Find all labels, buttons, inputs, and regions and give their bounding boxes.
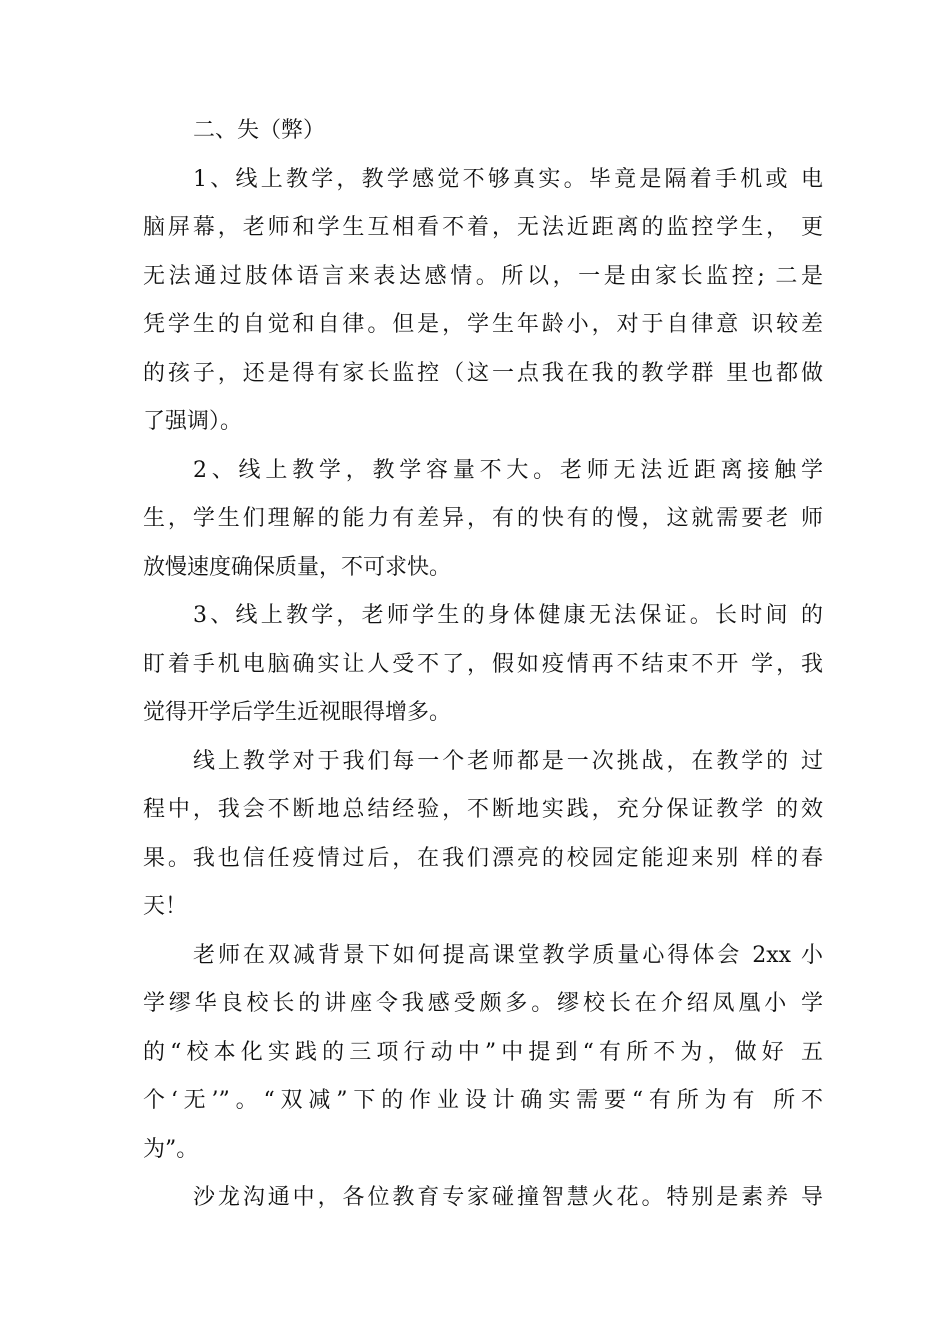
text-line: 果。我也信任疫情过后，在我们漂亮的校园定能迎来别 样的春 (143, 845, 823, 871)
document-body (143, 107, 823, 1223)
text-line: 为”。 (143, 1136, 199, 1162)
text-line: 二、失（弊） (193, 118, 326, 143)
text-line: 的“校本化实践的三项行动中”中提到“有所不为，做好 五 (143, 1039, 823, 1065)
text-line: 觉得开学后学生近视眼得增多。 (143, 700, 452, 725)
text-line: 无法通过肢体语言来表达感情。所以，一是由家长监控; 二是 (143, 263, 823, 289)
text-line: 生，学生们理解的能力有差异，有的快有的慢，这就需要老 师 (143, 506, 823, 531)
text-line: 天！ (143, 894, 188, 919)
text-line: 的孩子，还是得有家长监控（这一点我在我的教学群 里也都做 (143, 360, 823, 386)
text-line: 放慢速度确保质量，不可求快。 (143, 554, 452, 580)
text-line: 线上教学对于我们每一个老师都是一次挑战，在教学的 过 (193, 748, 823, 774)
text-line: 2、线上教学，教学容量不大。老师无法近距离接触学 (193, 457, 823, 483)
text-line: 1、线上教学，教学感觉不够真实。毕竟是隔着手机或 电 (193, 166, 823, 192)
text-line: 个‘无’”。“双减”下的作业设计确实需要“有所为有 所不 (143, 1088, 823, 1113)
text-line: 学缪华良校长的讲座令我感受颇多。缪校长在介绍凤凰小 学 (143, 991, 823, 1016)
text-line: 脑屏幕，老师和学生互相看不着，无法近距离的监控学生， 更 (143, 215, 823, 240)
text-line: 凭学生的自觉和自律。但是，学生年龄小，对于自律意 识较差 (143, 312, 823, 337)
text-line: 了强调）。 (143, 409, 243, 434)
text-line: 盯着手机电脑确实让人受不了，假如疫情再不结束不开 学，我 (143, 651, 823, 677)
text-line: 沙龙沟通中，各位教育专家碰撞智慧火花。特别是素养 导 (193, 1185, 823, 1210)
text-line: 老师在双减背景下如何提高课堂教学质量心得体会 2xx 小 (193, 942, 823, 968)
text-line: 3、线上教学，老师学生的身体健康无法保证。长时间 的 (193, 603, 823, 628)
text-line: 程中，我会不断地总结经验，不断地实践，充分保证教学 的效 (143, 797, 823, 822)
